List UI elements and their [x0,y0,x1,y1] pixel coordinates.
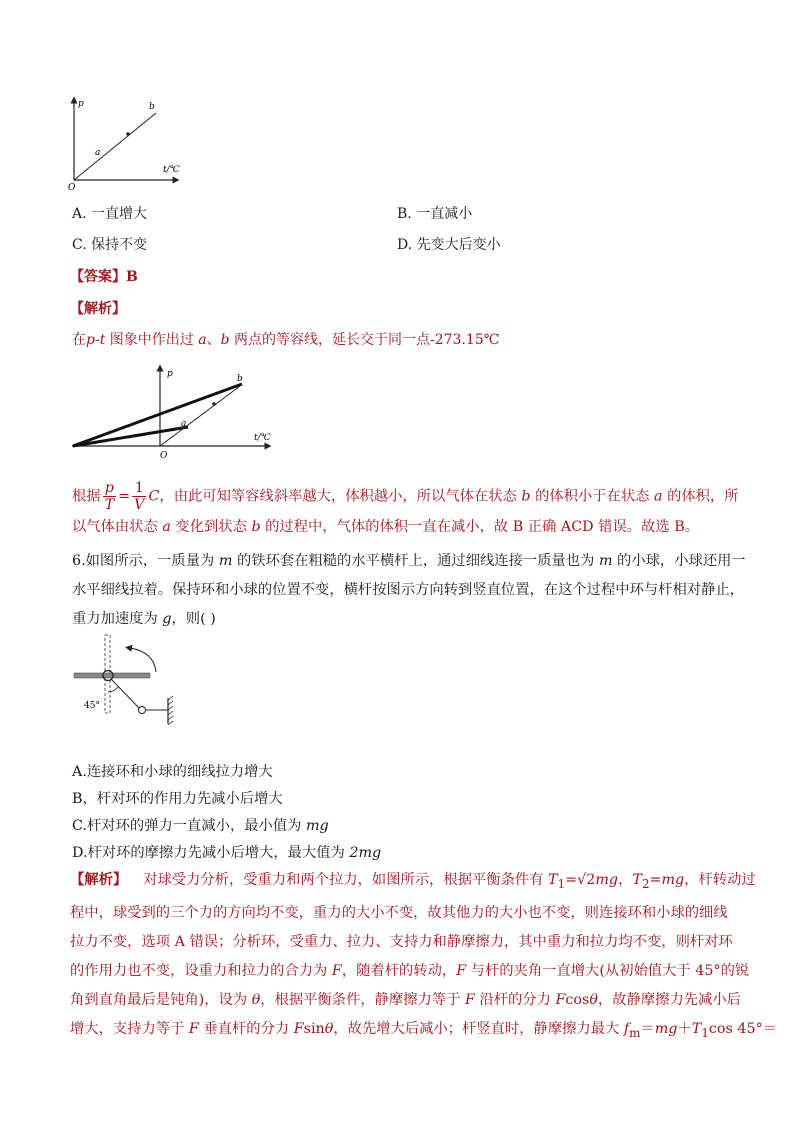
text-segment: 、 [206,332,221,348]
label-b: b [237,374,243,384]
text-segment: 对球受力分析，受重力和两个拉力，如图所示，根据平衡条件有 [143,872,549,888]
text-segment: 的过程中，气体的体积一直在减小，故 B 正确 ACD 错误。故选 B。 [260,519,700,535]
text-segment: 的作用力也不变，设重力和拉力的合力为 [70,962,332,979]
stem-line-1 [72,547,746,576]
text-segment: ， [618,872,633,888]
q6-option-a[interactable]: A.连接环和小球的细线拉力增大 [72,764,273,780]
text-segment: = [118,488,131,505]
analysis-line-5 [70,986,777,1015]
analysis-line-4 [70,957,777,986]
text-segment: p [103,480,117,497]
text-segment: m [598,553,613,569]
text-segment: 的小球，小球还用一 [612,553,746,569]
label-o: O [68,183,76,192]
text-segment: F [293,1020,304,1037]
q6-option-c[interactable] [72,816,329,836]
text-segment: ，故静摩擦力先减小后 [597,991,741,1008]
label-p: p [78,99,84,109]
text-segment: T [548,872,558,888]
text-segment: 增大，支持力等于 [70,1020,189,1037]
text-segment: V [134,497,145,513]
answer-value: B [126,269,138,285]
text-segment: b [251,519,261,535]
conclusion-line-2 [72,514,732,540]
point-mid [126,132,130,136]
label-o: O [160,451,168,460]
text-segment: 变化到状态 [170,519,252,535]
text-segment: mg [305,818,329,834]
text-segment: ＝ [640,1020,655,1037]
text-segment: mg [595,872,619,888]
text-segment: ，故先增大后减小；杆竖直时，静摩擦力最大 [333,1020,624,1037]
text-segment: mg [661,872,685,888]
fraction-1-over-v [132,480,146,513]
text-segment: f [623,1020,630,1037]
text-segment: 2 [641,876,650,891]
text-segment: 1 [132,480,146,497]
text-segment: 的铁环套在粗糙的水平横杆上，通过细线连接一质量也为 [232,553,599,569]
text-segment: mg [654,1020,678,1037]
text-segment: 角到直角最后是钝角)，设为 [70,991,252,1008]
option-a[interactable]: A. 一直增大 [72,206,148,222]
analysis-line-2: 程中，球受到的三个力的方向均不变，重力的大小不变，故其他力的大小也不变，则连接环和小球的细线 [70,904,728,921]
ball [139,707,146,714]
label-t: t/℃ [254,433,271,443]
text-segment: ，杆转动过 [684,872,756,888]
text-segment: F [465,991,475,1008]
text-segment: 以气体由状态 [72,519,163,535]
text-segment: ＋ [677,1020,692,1037]
label-a: a [181,419,187,429]
label-b: b [149,102,155,112]
isochore-a-thick [73,427,188,446]
text-segment: 1 [557,876,566,891]
wall-hatch [168,696,173,725]
isochore-extended-figure [70,364,280,460]
text-segment: ，随着杆的转动， [341,962,457,979]
text-segment: 图象中作出过 [105,332,199,348]
text-segment: a [162,519,171,535]
text-segment: T [691,1020,702,1037]
analysis-line-6 [70,1015,777,1048]
horizontal-rod [74,673,150,678]
text-segment: 沿杆的分力 [474,991,556,1008]
text-segment: ，由此可知等容线斜率越大，体积越小，所以气体在状态 [159,488,522,505]
text-segment: g [162,611,172,627]
text-segment: 在 [72,332,86,348]
label-t: t/℃ [163,165,180,175]
text-segment: 2mg [349,845,382,861]
text-segment: T [104,497,115,513]
label-p: p [167,369,173,379]
analysis-tag: 【解析】 [70,872,128,888]
analysis-line-1 [72,330,499,350]
text-segment: ，则( ) [171,611,216,627]
text-segment: D.杆对环的摩擦力先减小后增大，最大值为 [72,845,350,861]
text-segment: T [632,872,642,888]
text-segment: p-t [86,332,106,348]
text-segment: m [629,1025,641,1040]
text-segment: b [220,332,230,348]
answer-line [70,267,138,287]
text-segment: C.杆对环的弹力一直减小，最小值为 [72,818,306,834]
text-segment: θ [589,991,598,1008]
answer-tag: 【答案】 [70,269,126,285]
text-segment: = [565,872,578,888]
isochore-b-thick [73,384,242,446]
q6-analysis [70,866,777,1048]
text-segment: m [218,553,233,569]
text-segment: 两点的等容线，延长交于同一点-273.15℃ [229,332,500,348]
pt-graph-figure [64,96,194,192]
ring-rod-figure [70,632,185,732]
conclusion-paragraph [72,480,739,540]
text-segment: a [198,332,207,348]
text-segment: 的体积，所 [662,488,739,505]
text-segment: 的体积小于在状态 [530,488,654,505]
text-segment: 根据 [72,488,101,505]
text-segment: 垂直杆的分力 [198,1020,294,1037]
point-mid [212,402,216,406]
conclusion-line-1 [72,480,739,514]
text-segment: 6.如图所示，一质量为 [72,553,219,569]
fraction-p-over-t [103,480,117,513]
text-segment: F [555,991,566,1008]
text-segment: 1 [701,1025,709,1040]
through-origin-line [160,386,240,446]
text-segment: = [649,872,662,888]
text-segment: C [148,488,160,505]
text-segment: 与杆的夹角一直增大(从初始值大于 45°的锐 [466,962,750,979]
rotation-arrow [130,648,156,672]
text-segment: sin [303,1020,325,1037]
label-a: a [95,148,101,158]
analysis-line-3: 拉力不变，选项 A 错误；分析环，受重力、拉力、支持力和静摩擦力，其中重力和拉力均不变，则杆对环 [70,933,733,950]
stem-line-3 [72,605,746,634]
text-segment: cos [565,991,590,1008]
option-c[interactable]: C. 保持不变 [72,237,148,253]
angle-label: 45° [84,701,100,711]
q6-option-b[interactable]: B，杆对环的作用力先减小后增大 [72,791,283,807]
stem-line-2: 水平细线拉着。保持环和小球的位置不变，横杆按图示方向转到竖直位置，在这个过程中环与杆相对静止， [72,582,744,598]
angle-arc [108,687,118,692]
analysis-tag: 【解析】 [70,301,126,317]
question-6-stem [72,547,746,634]
text-segment: a [654,488,663,505]
analysis-line-1 [70,866,777,899]
text-segment: F [456,962,467,979]
text-segment: cos 45°＝ [708,1020,778,1037]
text-segment: F [331,962,342,979]
option-b[interactable]: B. 一直减小 [397,206,473,222]
string-ring-ball [111,679,140,709]
option-d[interactable]: D. 先变大后变小 [397,237,501,253]
isochoric-line [74,113,156,180]
q6-option-d[interactable] [72,843,381,863]
text-segment: θ [251,991,261,1008]
text-segment: b [521,488,531,505]
text-segment: F [188,1020,199,1037]
text-segment: √2 [577,872,596,888]
text-segment: ，根据平衡条件，静摩擦力等于 [260,991,465,1008]
text-segment: 重力加速度为 [72,611,163,627]
text-segment: θ [324,1020,334,1037]
